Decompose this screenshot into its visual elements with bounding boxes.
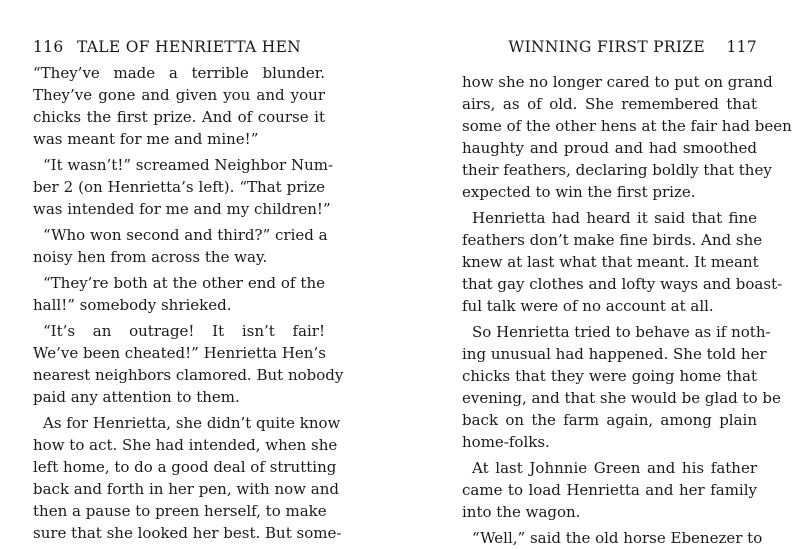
text-line: evening, and that she would be glad to be <box>462 389 781 407</box>
text-line: back and forth in her pen, with now and <box>33 480 339 498</box>
text-line: “They’re both at the other end of the <box>43 274 325 292</box>
right-page <box>462 0 792 547</box>
text-line: feathers don’t make fine birds. And she <box>462 231 763 249</box>
text-line: their feathers, declaring boldly that they <box>462 161 772 179</box>
right-running-title: WINNING FIRST PRIZE <box>508 38 705 56</box>
right-page-text <box>462 71 792 549</box>
text-line: paid any attention to them. <box>33 388 240 406</box>
left-running-title: TALE OF HENRIETTA HEN <box>77 38 302 56</box>
text-line: into the wagon. <box>462 503 581 521</box>
text-line: nearest neighbors clamored. But nobody <box>33 366 344 384</box>
text-line: haughty and proud and had smoothed <box>462 139 757 157</box>
text-line: ber 2 (on Henrietta’s left). “That prize <box>33 178 325 196</box>
text-line: hall!” somebody shrieked. <box>33 296 232 314</box>
text-line: At last Johnnie Green and his father <box>472 459 757 477</box>
left-page <box>33 0 344 542</box>
text-line: then a pause to preen herself, to make <box>33 502 327 520</box>
text-line: As for Henrietta, she didn’t quite know <box>43 414 341 432</box>
text-line: ing unusual had happened. She told her <box>462 345 767 363</box>
right-running-head <box>462 38 757 60</box>
text-line: chicks the first prize. And of course it <box>33 108 325 126</box>
text-line: Henrietta had heard it said that fine <box>472 209 757 227</box>
text-line: expected to win the first prize. <box>462 183 696 201</box>
text-line: chicks that they were going home that <box>462 367 757 385</box>
text-line: how to act. She had intended, when she <box>33 436 338 454</box>
text-line: So Henrietta tried to behave as if noth- <box>472 323 771 341</box>
text-line: came to load Henrietta and her family <box>462 481 757 499</box>
text-line: back on the farm again, among plain <box>462 411 757 429</box>
text-line: how she no longer cared to put on grand <box>462 73 773 91</box>
text-line: They’ve gone and given you and your <box>33 86 325 104</box>
text-line: airs, as of old. She remembered that <box>462 95 757 113</box>
left-page-number: 116 <box>33 38 64 56</box>
text-line: was intended for me and my children!” <box>33 200 331 218</box>
text-line: that gay clothes and lofty ways and boast- <box>462 275 783 293</box>
text-line: knew at last what that meant. It meant <box>462 253 759 271</box>
text-line: “Well,” said the old horse Ebenezer to <box>472 529 763 547</box>
text-line: was meant for me and mine!” <box>33 130 259 148</box>
text-line: We’ve been cheated!” Henrietta Hen’s <box>33 344 326 362</box>
text-line: “They’ve made a terrible blunder. <box>33 64 325 82</box>
text-line: ful talk were of no account at all. <box>462 297 714 315</box>
text-line: sure that she looked her best. But some- <box>33 524 342 542</box>
text-line: “Who won second and third?” cried a <box>43 226 328 244</box>
text-line: “It wasn’t!” screamed Neighbor Num- <box>43 156 334 174</box>
text-line: some of the other hens at the fair had been <box>462 117 792 135</box>
text-line: home-folks. <box>462 433 550 451</box>
left-page-text <box>33 62 344 544</box>
text-line: left home, to do a good deal of strutting <box>33 458 337 476</box>
text-line: “It’s an outrage! It isn’t fair! <box>43 322 325 340</box>
right-page-number: 117 <box>726 38 757 56</box>
left-running-head <box>33 38 325 60</box>
text-line: noisy hen from across the way. <box>33 248 268 266</box>
